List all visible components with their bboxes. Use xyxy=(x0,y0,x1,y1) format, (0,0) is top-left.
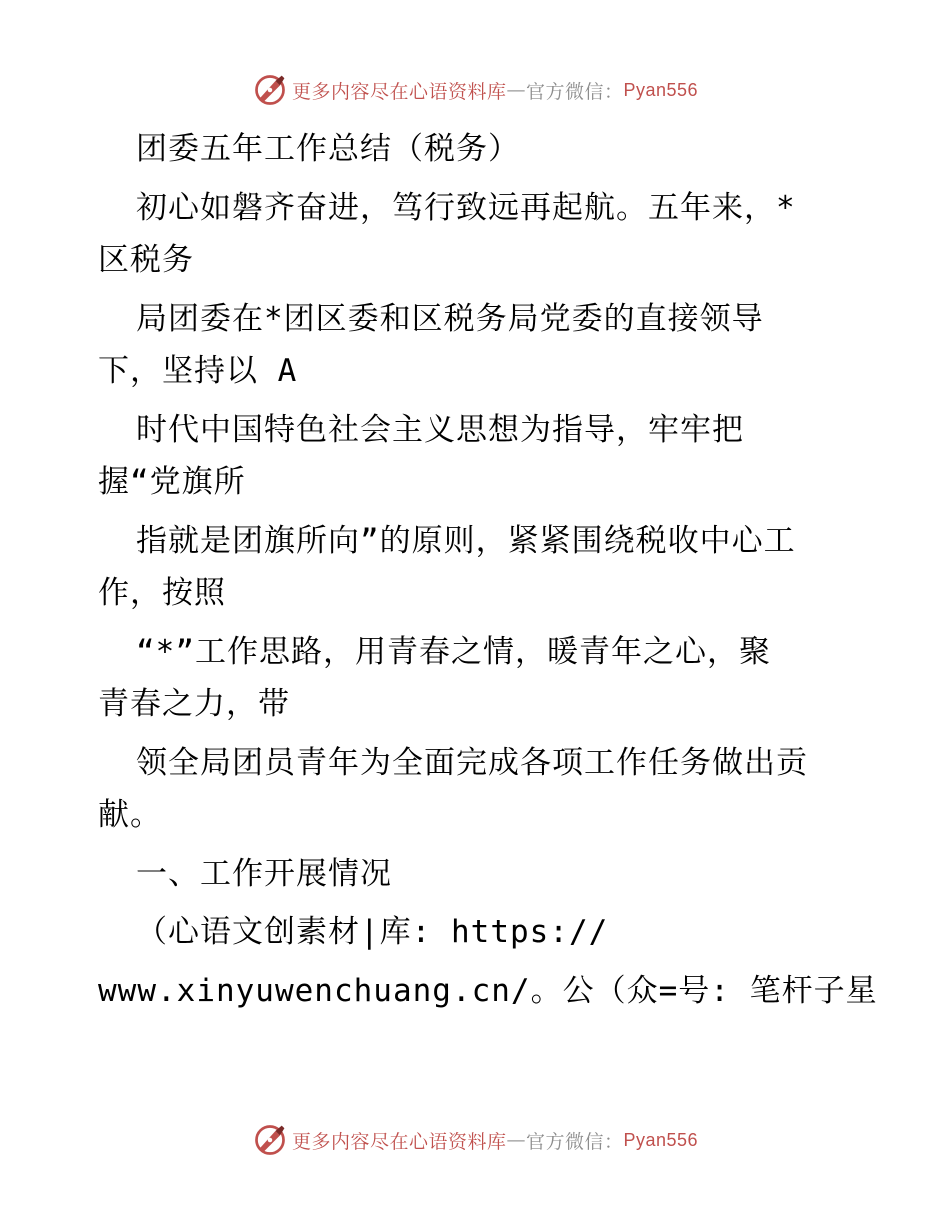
text-line: “*”工作思路，用青春之情，暖青年之心，聚 xyxy=(136,633,771,670)
footer-watermark-banner xyxy=(0,1120,950,1160)
text-line: 指就是团旗所向”的原则，紧紧围绕税收中心工 xyxy=(136,522,796,559)
banner-wechat-label: 官方微信： xyxy=(525,1130,624,1153)
pen-nib-logo-icon xyxy=(252,72,288,108)
header-watermark-banner xyxy=(0,70,950,110)
text-line: www.xinyuwenchuang.cn/。公（众=号: 笔杆子星 xyxy=(98,972,878,1009)
pen-nib-logo-icon xyxy=(252,1122,288,1158)
text-line: 献。 xyxy=(98,797,162,833)
text-line: 握“党旗所 xyxy=(98,464,246,500)
banner-separator: — xyxy=(506,79,526,101)
text-line: 青春之力，带 xyxy=(98,686,290,722)
banner-wechat-label: 官方微信： xyxy=(525,80,624,103)
text-line: （心语文创素材|库: https:// xyxy=(136,914,609,950)
text-line: 时代中国特色社会主义思想为指导，牢牢把 xyxy=(136,411,744,448)
text-line: 区税务 xyxy=(98,242,194,278)
banner-slogan: 更多内容尽在心语资料库 xyxy=(291,80,507,103)
banner-wechat-id: Pyan556 xyxy=(623,79,699,100)
banner-wechat-id: Pyan556 xyxy=(623,1129,699,1150)
text-line: 作，按照 xyxy=(98,575,226,611)
section-heading: 一、工作开展情况 xyxy=(136,855,392,892)
document-body xyxy=(98,120,878,1020)
document-title: 团委五年工作总结（税务） xyxy=(136,131,520,167)
text-line: 初心如磐齐奋进，笃行致远再起航。五年来，* xyxy=(136,189,796,226)
text-line: 局团委在*团区委和区税务局党委的直接领导 xyxy=(136,300,764,337)
text-line: 下，坚持以 A xyxy=(98,353,298,389)
text-line: 领全局团员青年为全面完成各项工作任务做出贡 xyxy=(136,744,808,781)
banner-slogan: 更多内容尽在心语资料库 xyxy=(291,1130,507,1153)
banner-separator: — xyxy=(506,1129,526,1151)
